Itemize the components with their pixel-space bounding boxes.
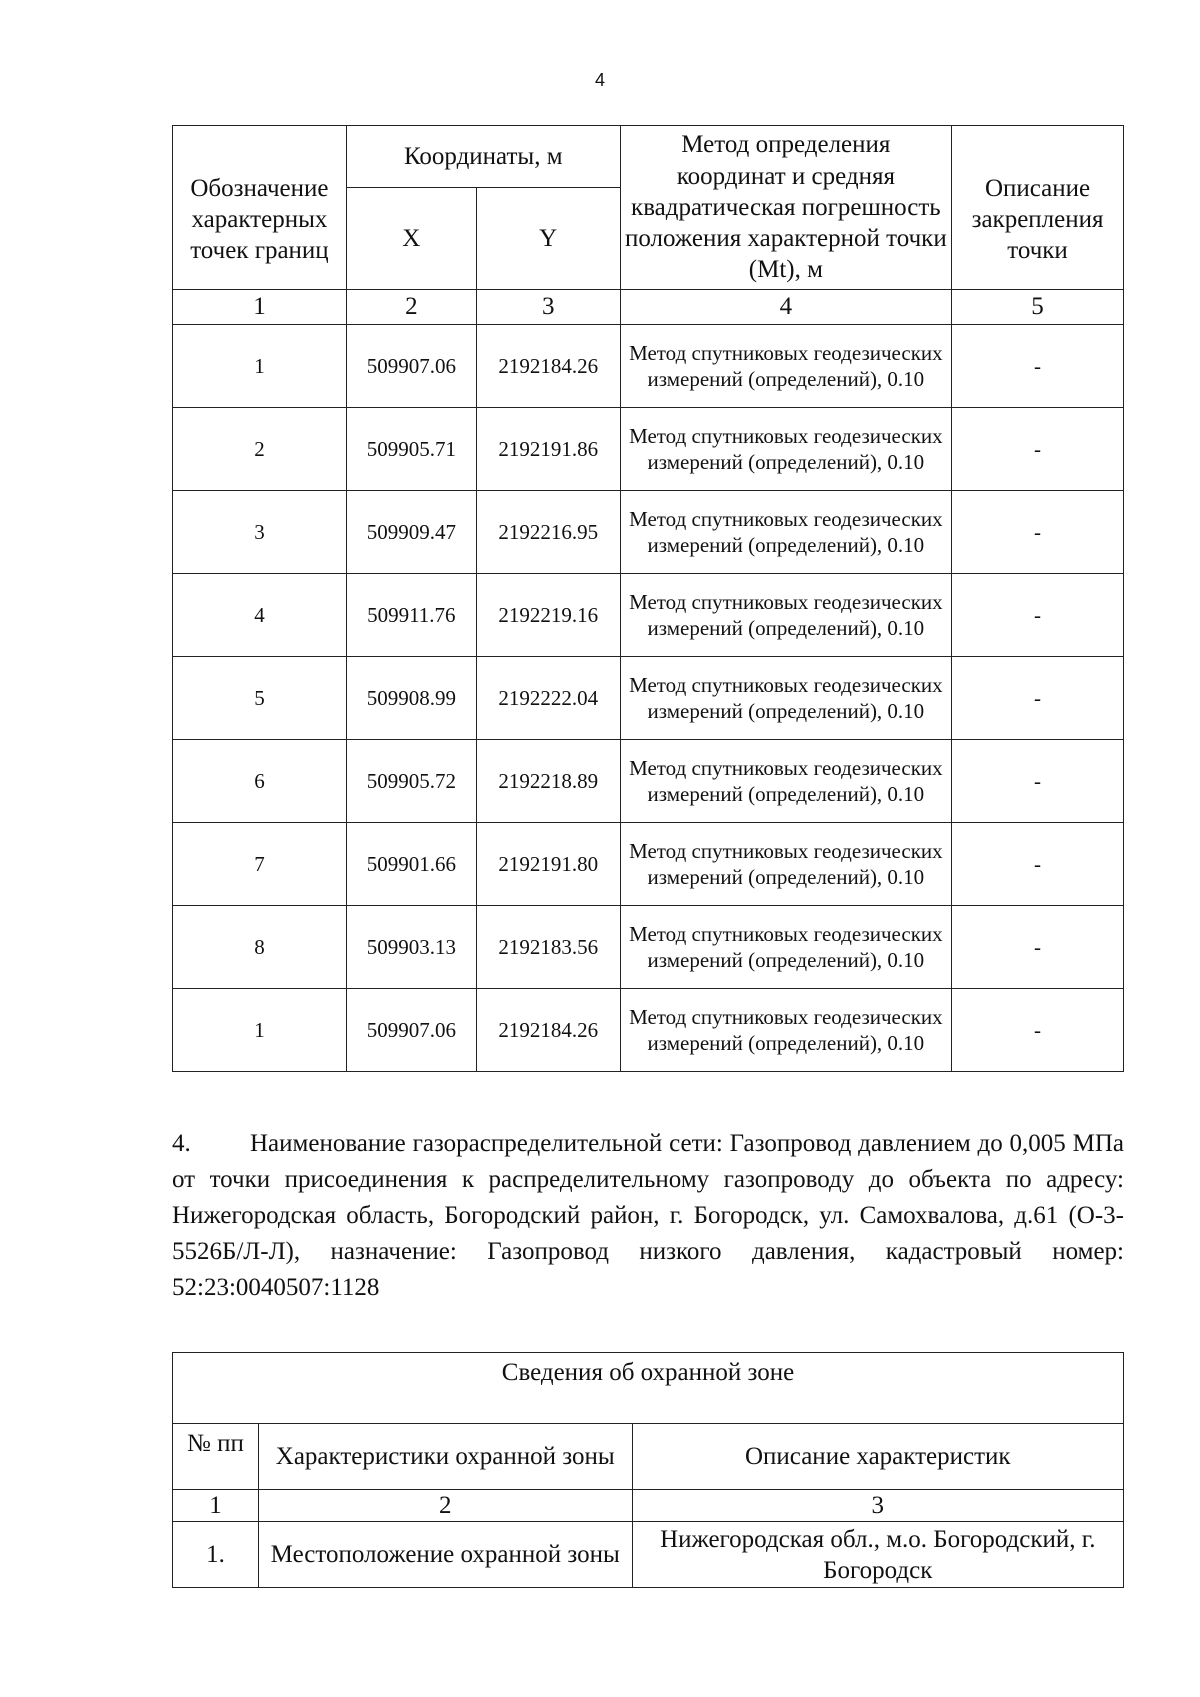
description-cell: -	[952, 740, 1124, 823]
y-cell: 2192183.56	[476, 906, 620, 989]
zone-row-characteristic: Местоположение охранной зоны	[258, 1522, 632, 1588]
point-cell: 2	[173, 408, 347, 491]
y-cell: 2192184.26	[476, 325, 620, 408]
description-cell: -	[952, 325, 1124, 408]
y-cell: 2192191.86	[476, 408, 620, 491]
protection-zone-table	[172, 1352, 1124, 1588]
method-cell: Метод спутниковых геодезических измерений (определений), 0.10	[620, 574, 951, 657]
page-number: 4	[594, 70, 605, 90]
column-number: 1	[173, 1490, 259, 1522]
column-number: 3	[476, 290, 620, 325]
column-number: 5	[952, 290, 1124, 325]
x-cell: 509903.13	[346, 906, 476, 989]
table-row	[173, 1522, 1124, 1588]
point-cell: 3	[173, 491, 347, 574]
table-row	[173, 989, 1124, 1072]
description-cell: -	[952, 574, 1124, 657]
description-cell: -	[952, 408, 1124, 491]
method-cell: Метод спутниковых геодезических измерений (определений), 0.10	[620, 491, 951, 574]
header-num: № пп	[173, 1424, 259, 1490]
x-cell: 509911.76	[346, 574, 476, 657]
table-row	[173, 491, 1124, 574]
section-text: Наименование газораспределительной сети: Газопровод давлением до 0,005 МПа от точки присоединения к распределительному газопроводу до объекта по адресу: Нижегородская область, Богородский район, г. Богородск, ул. Самохвалова, д.61 (О-3-5526Б/Л-Л), назначение: Газопровод низкого давления, кадастровый номер: 52:23:0040507:1128	[172, 1130, 1124, 1301]
method-cell: Метод спутниковых геодезических измерений (определений), 0.10	[620, 408, 951, 491]
x-cell: 509901.66	[346, 823, 476, 906]
header-characteristics: Характеристики охранной зоны	[258, 1424, 632, 1490]
table-row	[173, 574, 1124, 657]
point-cell: 1	[173, 989, 347, 1072]
header-coordinates: Координаты, м	[346, 126, 620, 188]
x-cell: 509908.99	[346, 657, 476, 740]
point-cell: 5	[173, 657, 347, 740]
description-cell: -	[952, 657, 1124, 740]
x-cell: 509909.47	[346, 491, 476, 574]
point-cell: 6	[173, 740, 347, 823]
table-row	[173, 657, 1124, 740]
method-cell: Метод спутниковых геодезических измерений (определений), 0.10	[620, 989, 951, 1072]
table-row	[173, 408, 1124, 491]
y-cell: 2192216.95	[476, 491, 620, 574]
description-cell: -	[952, 491, 1124, 574]
header-y: Y	[476, 188, 620, 290]
method-cell: Метод спутниковых геодезических измерений (определений), 0.10	[620, 657, 951, 740]
header-description: Описание закрепления точки	[952, 126, 1124, 290]
y-cell: 2192222.04	[476, 657, 620, 740]
table-row	[173, 906, 1124, 989]
point-cell: 8	[173, 906, 347, 989]
section-number: 4.	[172, 1130, 191, 1157]
x-cell: 509905.72	[346, 740, 476, 823]
table-row	[173, 740, 1124, 823]
column-number: 2	[346, 290, 476, 325]
table-row	[173, 823, 1124, 906]
header-method: Метод определения координат и средняя квадратическая погрешность положения характерной точки (Mt), м	[620, 126, 951, 290]
column-number: 4	[620, 290, 951, 325]
description-cell: -	[952, 823, 1124, 906]
x-cell: 509907.06	[346, 989, 476, 1072]
method-cell: Метод спутниковых геодезических измерений (определений), 0.10	[620, 325, 951, 408]
point-cell: 7	[173, 823, 347, 906]
x-cell: 509905.71	[346, 408, 476, 491]
column-number: 3	[632, 1490, 1123, 1522]
x-cell: 509907.06	[346, 325, 476, 408]
method-cell: Метод спутниковых геодезических измерений (определений), 0.10	[620, 823, 951, 906]
header-zone-description: Описание характеристик	[632, 1424, 1123, 1490]
y-cell: 2192219.16	[476, 574, 620, 657]
header-x: X	[346, 188, 476, 290]
y-cell: 2192191.80	[476, 823, 620, 906]
zone-row-num: 1.	[173, 1522, 259, 1588]
description-cell: -	[952, 989, 1124, 1072]
method-cell: Метод спутниковых геодезических измерений (определений), 0.10	[620, 906, 951, 989]
y-cell: 2192218.89	[476, 740, 620, 823]
table-row	[173, 325, 1124, 408]
zone-row-description: Нижегородская обл., м.о. Богородский, г. Богородск	[632, 1522, 1123, 1588]
column-number: 1	[173, 290, 347, 325]
section-paragraph	[172, 1126, 1124, 1306]
y-cell: 2192184.26	[476, 989, 620, 1072]
description-cell: -	[952, 906, 1124, 989]
coordinates-table	[172, 125, 1124, 1072]
point-cell: 4	[173, 574, 347, 657]
point-cell: 1	[173, 325, 347, 408]
column-number: 2	[258, 1490, 632, 1522]
header-designation: Обозначение характерных точек границ	[173, 126, 347, 290]
zone-table-title: Сведения об охранной зоне	[173, 1353, 1124, 1424]
method-cell: Метод спутниковых геодезических измерений (определений), 0.10	[620, 740, 951, 823]
